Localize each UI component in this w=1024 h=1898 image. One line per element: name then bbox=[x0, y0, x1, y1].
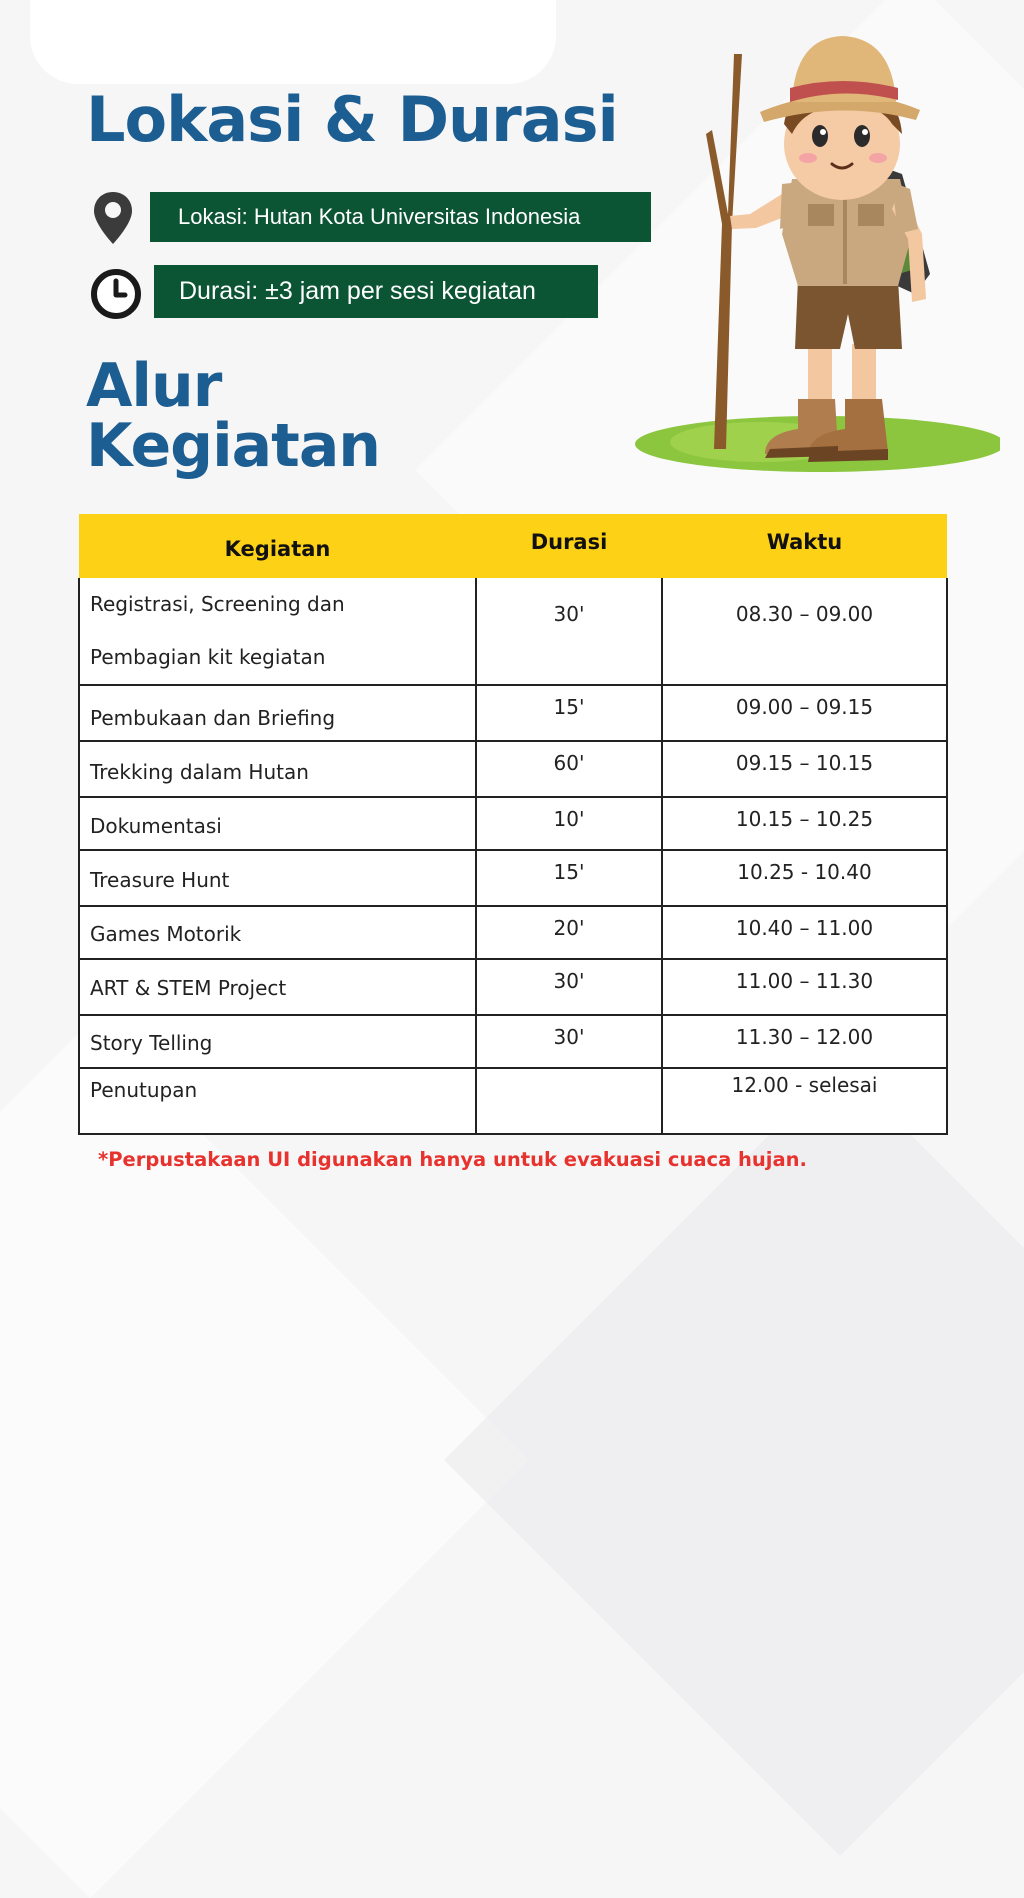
rain-evacuation-note: *Perpustakaan UI digunakan hanya untuk evakuasi cuaca hujan. bbox=[98, 1148, 807, 1171]
heading-alur-kegiatan bbox=[86, 351, 381, 481]
cell-durasi: 15' bbox=[476, 685, 662, 741]
table-row bbox=[79, 578, 947, 685]
clock-icon bbox=[90, 268, 142, 320]
column-header-durasi: Durasi bbox=[476, 514, 662, 578]
background-tab bbox=[30, 0, 556, 84]
cell-waktu: 12.00 - selesai bbox=[662, 1068, 947, 1134]
cell-kegiatan: Registrasi, Screening dan Pembagian kit kegiatan bbox=[79, 578, 476, 685]
cell-durasi: 10' bbox=[476, 797, 662, 850]
hiker-boy-icon bbox=[630, 24, 1000, 476]
cell-durasi: 30' bbox=[476, 1015, 662, 1068]
cell-waktu: 11.00 – 11.30 bbox=[662, 959, 947, 1015]
schedule-table bbox=[78, 514, 948, 1135]
cell-waktu: 09.00 – 09.15 bbox=[662, 685, 947, 741]
cell-waktu: 11.30 – 12.00 bbox=[662, 1015, 947, 1068]
cell-durasi: 30' bbox=[476, 578, 662, 685]
cell-kegiatan: Penutupan bbox=[79, 1068, 476, 1134]
background-shape bbox=[444, 1064, 1024, 1856]
cell-waktu: 10.40 – 11.00 bbox=[662, 906, 947, 959]
table-row bbox=[79, 797, 947, 850]
cell-waktu: 10.25 - 10.40 bbox=[662, 850, 947, 906]
cell-kegiatan: Dokumentasi bbox=[79, 797, 476, 850]
cell-durasi: 30' bbox=[476, 959, 662, 1015]
cell-waktu: 09.15 – 10.15 bbox=[662, 741, 947, 797]
column-header-waktu: Waktu bbox=[662, 514, 947, 578]
cell-kegiatan: Trekking dalam Hutan bbox=[79, 741, 476, 797]
cell-kegiatan: ART & STEM Project bbox=[79, 959, 476, 1015]
table-row bbox=[79, 906, 947, 959]
location-pin-icon bbox=[92, 190, 134, 246]
heading-alur-line1: Alur bbox=[86, 351, 222, 421]
table-row bbox=[79, 1015, 947, 1068]
column-header-kegiatan: Kegiatan bbox=[79, 514, 476, 578]
table-header-row bbox=[79, 514, 947, 578]
cell-waktu: 10.15 – 10.25 bbox=[662, 797, 947, 850]
cell-kegiatan: Story Telling bbox=[79, 1015, 476, 1068]
duration-label: Durasi: ±3 jam per sesi kegiatan bbox=[154, 265, 598, 318]
cell-durasi bbox=[476, 1068, 662, 1134]
cell-kegiatan: Games Motorik bbox=[79, 906, 476, 959]
cell-kegiatan: Pembukaan dan Briefing bbox=[79, 685, 476, 741]
cell-durasi: 60' bbox=[476, 741, 662, 797]
table-row bbox=[79, 959, 947, 1015]
heading-lokasi-durasi: Lokasi & Durasi bbox=[86, 83, 618, 156]
table-row bbox=[79, 685, 947, 741]
location-label: Lokasi: Hutan Kota Universitas Indonesia bbox=[150, 192, 651, 242]
cell-waktu: 08.30 – 09.00 bbox=[662, 578, 947, 685]
table-row bbox=[79, 1068, 947, 1134]
cell-durasi: 15' bbox=[476, 850, 662, 906]
cell-kegiatan: Treasure Hunt bbox=[79, 850, 476, 906]
cell-durasi: 20' bbox=[476, 906, 662, 959]
table-row bbox=[79, 850, 947, 906]
table-row bbox=[79, 741, 947, 797]
heading-alur-line2: Kegiatan bbox=[86, 411, 381, 481]
